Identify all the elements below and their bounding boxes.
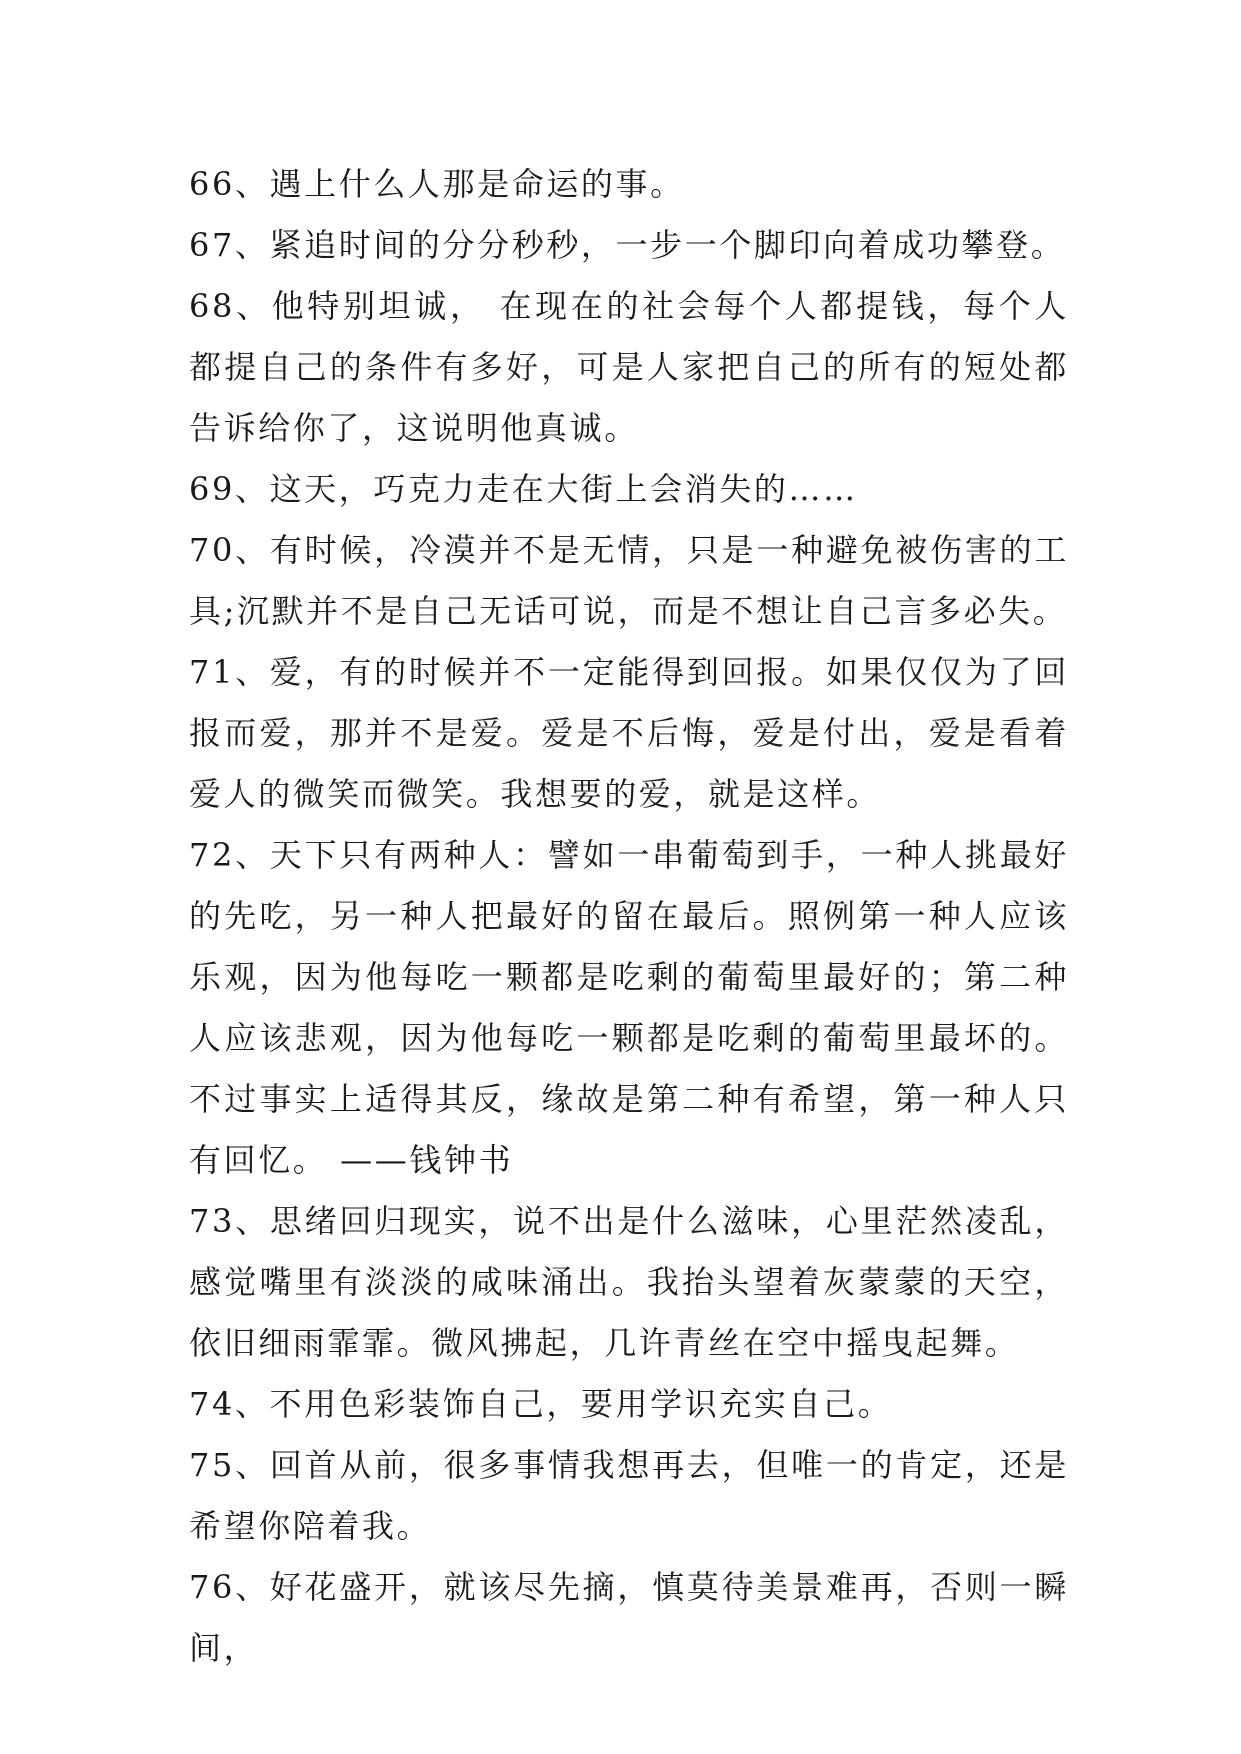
quote-item-73: 73、思绪回归现实，说不出是什么滋味，心里茫然凌乱，感觉嘴里有淡淡的咸味涌出。我抬头望着灰蒙蒙的天空，依旧细雨霏霏。微风拂起，几许青丝在空中摇曳起舞。 bbox=[189, 1202, 1069, 1362]
quote-item-70: 70、有时候，冷漠并不是无情，只是一种避免被伤害的工具;沉默并不是自己无话可说，而是不想让自己言多必失。 bbox=[189, 531, 1069, 630]
quote-item-66: 66、遇上什么人那是命运的事。 bbox=[189, 165, 685, 203]
quote-item-74: 74、不用色彩装饰自己，要用学识充实自己。 bbox=[189, 1385, 893, 1423]
quote-item-76: 76、好花盛开，就该尽先摘，慎莫待美景难再，否则一瞬间， bbox=[189, 1568, 1069, 1667]
quote-item-72: 72、天下只有两种人：譬如一串葡萄到手，一种人挑最好的先吃，另一种人把最好的留在最后。照例第一种人应该乐观，因为他每吃一颗都是吃剩的葡萄里最好的；第二种人应该悲观，因为他每吃一颗都是吃剩的葡萄里最坏的。不过事实上适得其反，缘故是第二种有希望，第一种人只有回忆。 ——钱钟书 bbox=[189, 836, 1069, 1179]
quote-item-69: 69、这天，巧克力走在大街上会消失的…… bbox=[189, 470, 858, 508]
quote-item-71: 71、爱，有的时候并不一定能得到回报。如果仅仅为了回报而爱，那并不是爱。爱是不后悔，爱是付出，爱是看着爱人的微笑而微笑。我想要的爱，就是这样。 bbox=[189, 653, 1069, 813]
quote-item-68: 68、他特别坦诚， 在现在的社会每个人都提钱，每个人都提自己的条件有多好，可是人家把自己的所有的短处都告诉给你了，这说明他真诚。 bbox=[189, 287, 1069, 447]
document-page bbox=[189, 154, 1069, 1679]
quote-item-75: 75、回首从前，很多事情我想再去，但唯一的肯定，还是希望你陪着我。 bbox=[189, 1446, 1069, 1545]
quote-item-67: 67、紧追时间的分分秒秒，一步一个脚印向着成功攀登。 bbox=[189, 226, 1066, 264]
